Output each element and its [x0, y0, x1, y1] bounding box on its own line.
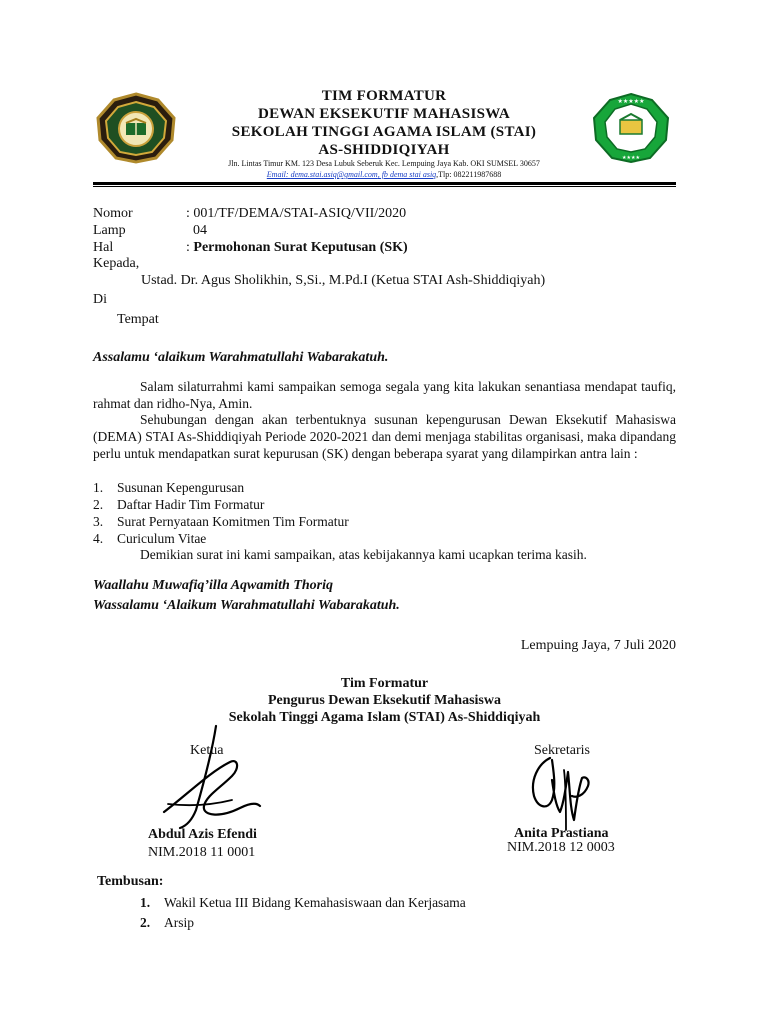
- right-signer-nim: NIM.2018 12 0003: [507, 840, 615, 855]
- paragraph-1: Salam silaturrahmi kami sampaikan semoga segala yang kita lakukan senantiasa mendapat taufiq, rahmat dan ridho-Nya, Amin.: [93, 379, 676, 411]
- greeting: Assalamu ‘alaikum Warahmatullahi Wabarakatuh.: [93, 350, 389, 365]
- left-signer-name: Abdul Azis Efendi: [148, 827, 257, 842]
- left-signer-nim: NIM.2018 11 0001: [148, 845, 256, 860]
- kepada: Kepada,: [93, 256, 140, 271]
- paragraph-2: Sehubungan dengan akan terbentuknya susunan kepengurusan Dewan Eksekutif Mahasiswa (DEMA) STAI As-Shiddiqiyah Periode 2020-2021 dan demi menjaga stabilitas organisasi, maka dipandang perlu untuk mendapatkan surat kepurusan (SK) dengan beberapa syarat yang dilampirkan antra lain :: [93, 412, 676, 461]
- closing-line-1: Waallahu Muwafiq’illa Aqwamith Thoriq: [93, 578, 334, 593]
- recipient-name: Ustad. Dr. Agus Sholikhin, S,Si., M.Pd.I (Ketua STAI Ash-Shiddiqiyah): [141, 273, 546, 288]
- list-item: 4. Curiculum Vitae: [93, 531, 207, 546]
- hal-value: Permohonan Surat Keputusan (SK): [193, 240, 408, 255]
- signatory-line-1: Tim Formatur: [340, 676, 429, 691]
- hal-row: [186, 240, 408, 256]
- fb-link[interactable]: dema stai asiq: [389, 170, 437, 179]
- left-signature: [160, 722, 270, 832]
- letterhead-address: Jln. Lintas Timur KM. 123 Desa Lubuk Seberuk Kec. Lempuing Jaya Kab. OKI SUMSEL 30657: [228, 159, 540, 168]
- right-role: Sekretaris: [534, 743, 590, 758]
- list-item: 2. Daftar Hadir Tim Formatur: [93, 497, 265, 512]
- list-item: 2. Arsip: [140, 915, 194, 930]
- requirements-list: [93, 479, 349, 547]
- svg-text:★★★★: ★★★★: [622, 155, 640, 161]
- signatory-line-3: Sekolah Tinggi Agama Islam (STAI) As-Shiddiqiyah: [228, 710, 541, 725]
- list-item: 1. Susunan Kepengurusan: [93, 480, 245, 495]
- right-signature: [520, 750, 600, 832]
- svg-text:★★★★★: ★★★★★: [617, 98, 645, 105]
- closing-paragraph: Demikian surat ini kami sampaikan, atas kebijakannya kami ucapkan terima kasih.: [140, 547, 587, 562]
- letter-date: Lempuing Jaya, 7 Juli 2020: [520, 638, 676, 653]
- tembusan-title: Tembusan:: [97, 874, 164, 889]
- letterhead-line-4: AS-SHIDDIQIYAH: [318, 142, 450, 158]
- di-label: Di: [93, 292, 107, 307]
- nomor-value: : 001/TF/DEMA/STAI-ASIQ/VII/2020: [186, 206, 407, 221]
- phone: ,Tlp: 082211987688: [436, 170, 502, 179]
- letterhead-rule-thin: [93, 186, 676, 187]
- lamp-value: 04: [193, 223, 207, 238]
- signatory-line-2: Pengurus Dewan Eksekutif Mahasiswa: [268, 693, 501, 708]
- letterhead-line-3: SEKOLAH TINGGI AGAMA ISLAM (STAI): [231, 124, 537, 140]
- hal-colon: :: [186, 240, 194, 255]
- fb-separator: , fb: [377, 170, 390, 179]
- letterhead-line-1: TIM FORMATUR: [321, 88, 447, 104]
- tempat-label: Tempat: [117, 312, 159, 327]
- right-signer-name: Anita Prastiana: [514, 826, 609, 841]
- letterhead-rule-thick: [93, 182, 676, 185]
- list-item: 3. Surat Pernyataan Komitmen Tim Formatur: [93, 514, 349, 529]
- hal-label: Hal: [93, 240, 114, 255]
- list-item: 1. Wakil Ketua III Bidang Kemahasiswaan dan Kerjasama: [140, 895, 466, 910]
- letterhead-contact: [0, 170, 768, 179]
- lamp-label: Lamp: [93, 223, 126, 238]
- letterhead-line-2: DEWAN EKSEKUTIF MAHASISWA: [258, 106, 510, 122]
- tembusan-list: [140, 893, 466, 933]
- email-link[interactable]: dema.stai.asiq@gmail.com: [290, 170, 378, 179]
- closing-line-2: Wassalamu ‘Alaikum Warahmatullahi Wabarakatuh.: [93, 598, 400, 613]
- left-role: Ketua: [190, 743, 224, 758]
- nomor-label: Nomor: [93, 206, 133, 221]
- email-prefix: Email:: [266, 170, 291, 179]
